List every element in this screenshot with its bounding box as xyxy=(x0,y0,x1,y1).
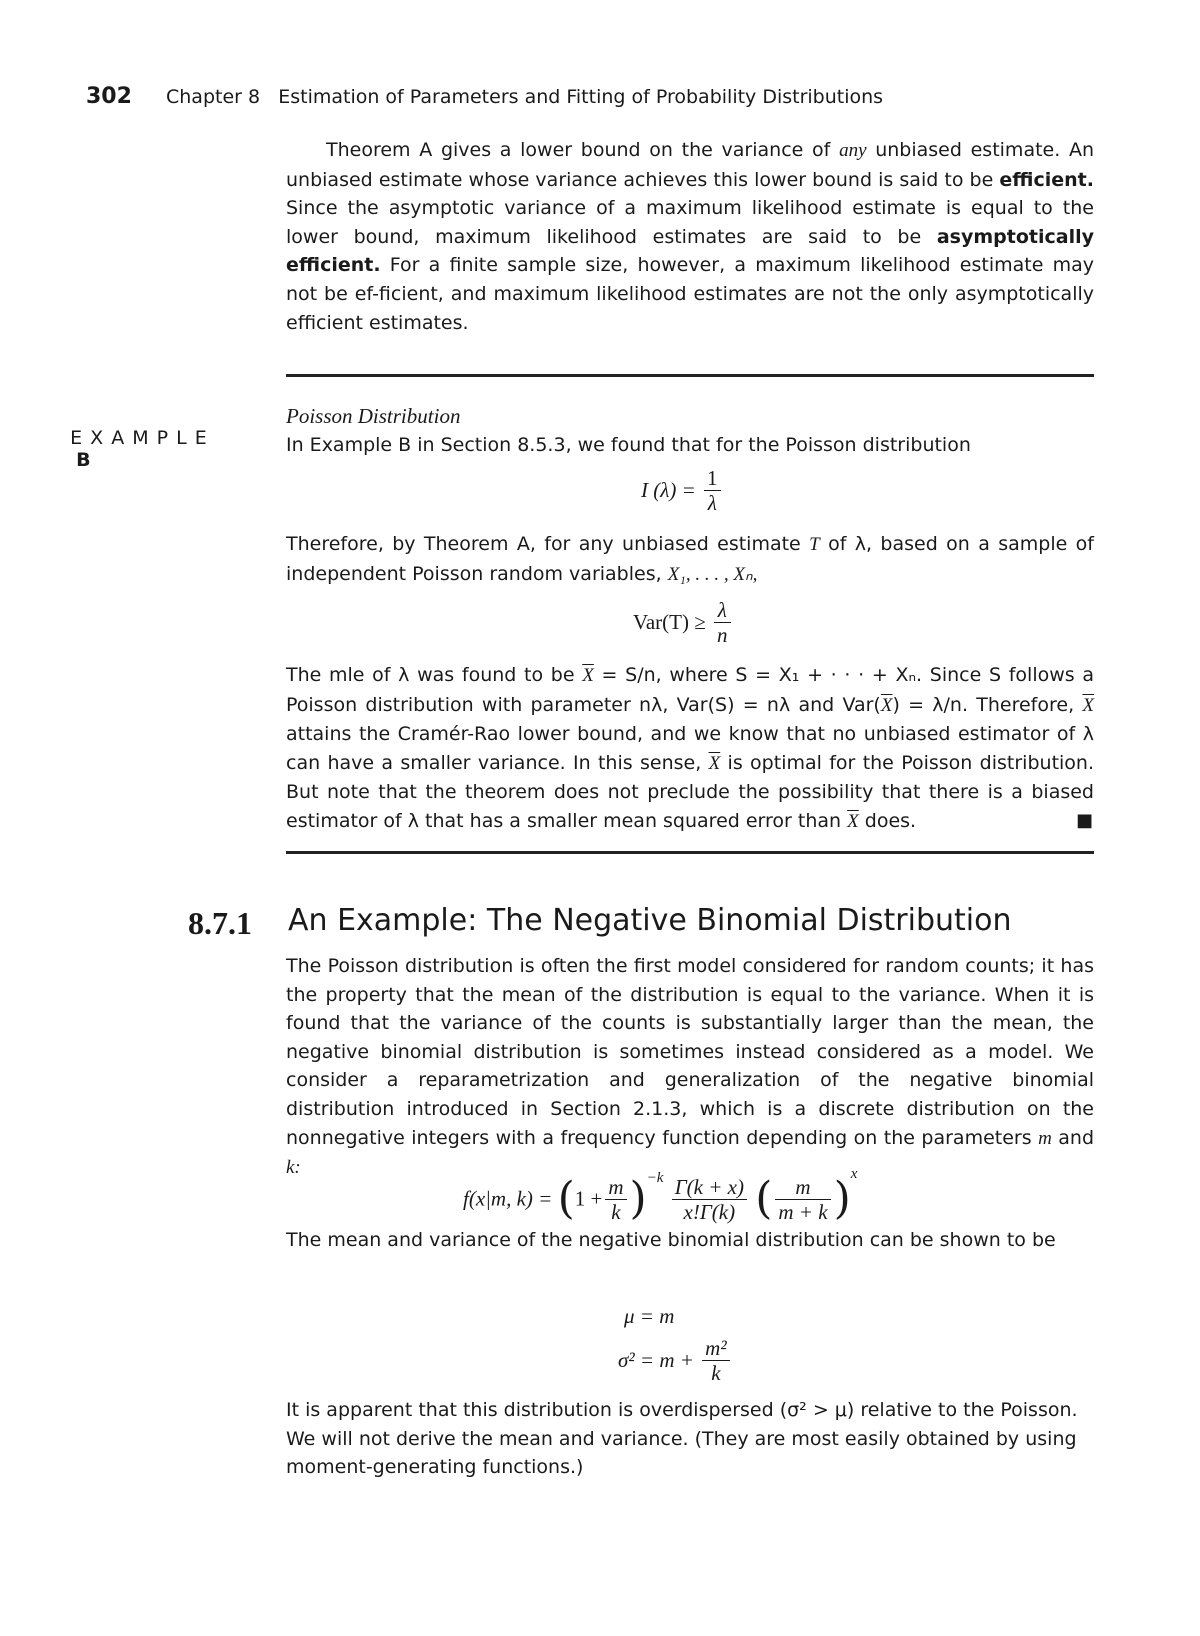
eq3-b-den: x!Γ(k) xyxy=(672,1199,747,1224)
eq2-denominator: n xyxy=(714,622,731,647)
end-of-example-mark: ■ xyxy=(1076,810,1094,831)
sec-para1-and: and xyxy=(1058,1126,1095,1149)
eq2-fraction xyxy=(714,598,731,647)
eq3-a-den: k xyxy=(605,1199,626,1224)
para3-xbar-5: $\overline{X}$ xyxy=(847,810,859,832)
sec-para3-line-1: It is apparent that this distribution is overdispersed (σ² > μ) relative to the Poisson. xyxy=(286,1399,1078,1421)
para2-vars: X₁, . . . , Xₙ, xyxy=(667,563,758,585)
example-title: Poisson Distribution xyxy=(286,404,461,428)
eq5-numerator: m² xyxy=(705,1336,727,1360)
para3-text-2: = S/n, where S = X₁ + · · · + Xₙ. Since S follows a Poisson distribution with parameter nλ, Var(S) = nλ and Var( xyxy=(286,664,1094,716)
eq3-one-plus: 1 + xyxy=(574,1186,603,1211)
eq3-c-num: m xyxy=(795,1174,811,1199)
para3-xbar-1: $\overline{X}$ xyxy=(582,665,594,686)
intro-paragraph xyxy=(286,136,1094,337)
term-efficient: efficient. xyxy=(999,168,1094,191)
eq3-c-den: m + k xyxy=(775,1199,830,1224)
para3-xbar-4: $\overline{X}$ xyxy=(708,752,721,774)
para3-xbar-2: $\overline{X}$ xyxy=(880,694,893,716)
example-rule-top xyxy=(286,374,1094,377)
sec-para1-text: The Poisson distribution is often the first model considered for random counts; it has the property that the mean of the distribution is equal to the variance. When it is found that the variance of the counts is substantially larger than the mean, the negative binomial distribution is sometimes instead considered as a model. We consider a reparametrization and generalization of the negative binomial distribution introduced in Section 2.1.3, which is a discrete distribution on the nonnegative integers with a frequency function depending on the parameters xyxy=(286,955,1094,1149)
section-number: 8.7.1 xyxy=(188,905,252,941)
equation-negative-binomial xyxy=(463,1166,857,1224)
para3-text-6: does. xyxy=(864,809,917,832)
section-paragraph-1 xyxy=(286,952,1094,1183)
example-word: E X A M P L E xyxy=(70,427,208,449)
eq1-denominator: λ xyxy=(704,490,721,515)
intro-emphasis: any xyxy=(839,140,867,161)
eq3-paren-open-1: ( xyxy=(557,1173,575,1225)
eq3-a-num: m xyxy=(608,1174,624,1199)
eq5-denominator: k xyxy=(702,1360,729,1385)
eq1-lhs: I (λ) = xyxy=(641,478,696,503)
eq3-b-num: Γ(k + x) xyxy=(674,1174,744,1199)
eq1-fraction xyxy=(704,466,721,515)
example-line-1: In Example B in Section 8.5.3, we found that for the Poisson distribution xyxy=(286,434,971,456)
eq3-lhs: f(x|m, k) = xyxy=(463,1186,553,1211)
eq1-numerator: 1 xyxy=(707,466,718,490)
example-rule-bottom xyxy=(286,851,1094,854)
para3-xbar-3: $\overline{X}$ xyxy=(1082,694,1094,716)
eq3-paren-close-1: ) xyxy=(629,1173,647,1225)
eq3-frac-b xyxy=(672,1175,747,1224)
eq3-frac-a xyxy=(605,1175,626,1224)
equation-variance xyxy=(618,1336,733,1385)
equation-mean xyxy=(624,1304,674,1329)
section-title: An Example: The Negative Binomial Distribution xyxy=(288,903,1012,938)
eq5-fraction xyxy=(702,1336,729,1385)
sec-para3-line-2: We will not derive the mean and variance. (They are most easily obtained by using moment-generating functions.) xyxy=(286,1427,1077,1479)
eq3-paren-open-2: ( xyxy=(755,1173,773,1225)
sec-para1-k: k: xyxy=(286,1157,301,1179)
eq5-lhs: σ² = m + xyxy=(618,1348,694,1373)
para3-text-4: attains the Cramér-Rao lower bound, and we know that no unbiased estimator of λ can have a smaller variance. In this sense, xyxy=(286,723,1094,774)
intro-text-2: unbiased estimate. An unbiased estimate whose variance achieves this lower bound is said to be xyxy=(286,139,1094,191)
eq2-numerator: λ xyxy=(717,598,727,622)
eq3-exp-2: x xyxy=(850,1166,858,1182)
example-paragraph-3 xyxy=(286,661,1094,837)
example-letter: B xyxy=(76,449,92,471)
eq3-exp-1: −k xyxy=(646,1170,664,1186)
eq4-text: μ = m xyxy=(624,1304,675,1328)
para2-text-b: of λ, based on a sample of independent Poisson random variables, xyxy=(286,533,1094,585)
eq2-lhs: Var(T) ≥ xyxy=(633,610,706,635)
intro-text-1: Theorem A gives a lower bound on the variance of xyxy=(326,139,831,161)
para3-text-1: The mle of λ was found to be xyxy=(286,664,575,686)
eq3-frac-c xyxy=(775,1175,830,1224)
intro-text-4: For a finite sample size, however, a maximum likelihood estimate may not be ef-ficient, and maximum likelihood estimates are not the only asymptotically efficient estimates. xyxy=(286,254,1094,334)
section-paragraph-2: The mean and variance of the negative binomial distribution can be shown to be xyxy=(286,1229,1056,1251)
para3-text-3: ) = λ/n. Therefore, xyxy=(892,693,1075,716)
intro-text-3: Since the asymptotic variance of a maximum likelihood estimate is equal to the lower bound, maximum likelihood estimates are said to be xyxy=(286,197,1094,248)
equation-fisher-information xyxy=(641,466,724,515)
equation-cramer-rao xyxy=(633,598,734,647)
para2-text-a: Therefore, by Theorem A, for any unbiased estimate xyxy=(286,533,801,555)
para3-text-5: is optimal for the Poisson distribution. But note that the theorem does not preclude the possibility that there is a biased estimator of λ that has a smaller mean squared error than xyxy=(286,751,1094,832)
section-paragraph-3 xyxy=(286,1396,1094,1482)
para2-T: T xyxy=(809,534,820,555)
running-head: Chapter 8 Estimation of Parameters and Fitting of Probability Distributions xyxy=(166,86,884,108)
example-label xyxy=(56,405,208,471)
example-paragraph-2 xyxy=(286,530,1094,589)
sec-para1-m: m xyxy=(1038,1127,1052,1149)
page-number: 302 xyxy=(86,84,132,109)
eq3-paren-close-2: ) xyxy=(833,1173,851,1225)
term-asymptotically-efficient: asymptotically efficient. xyxy=(286,225,1094,277)
